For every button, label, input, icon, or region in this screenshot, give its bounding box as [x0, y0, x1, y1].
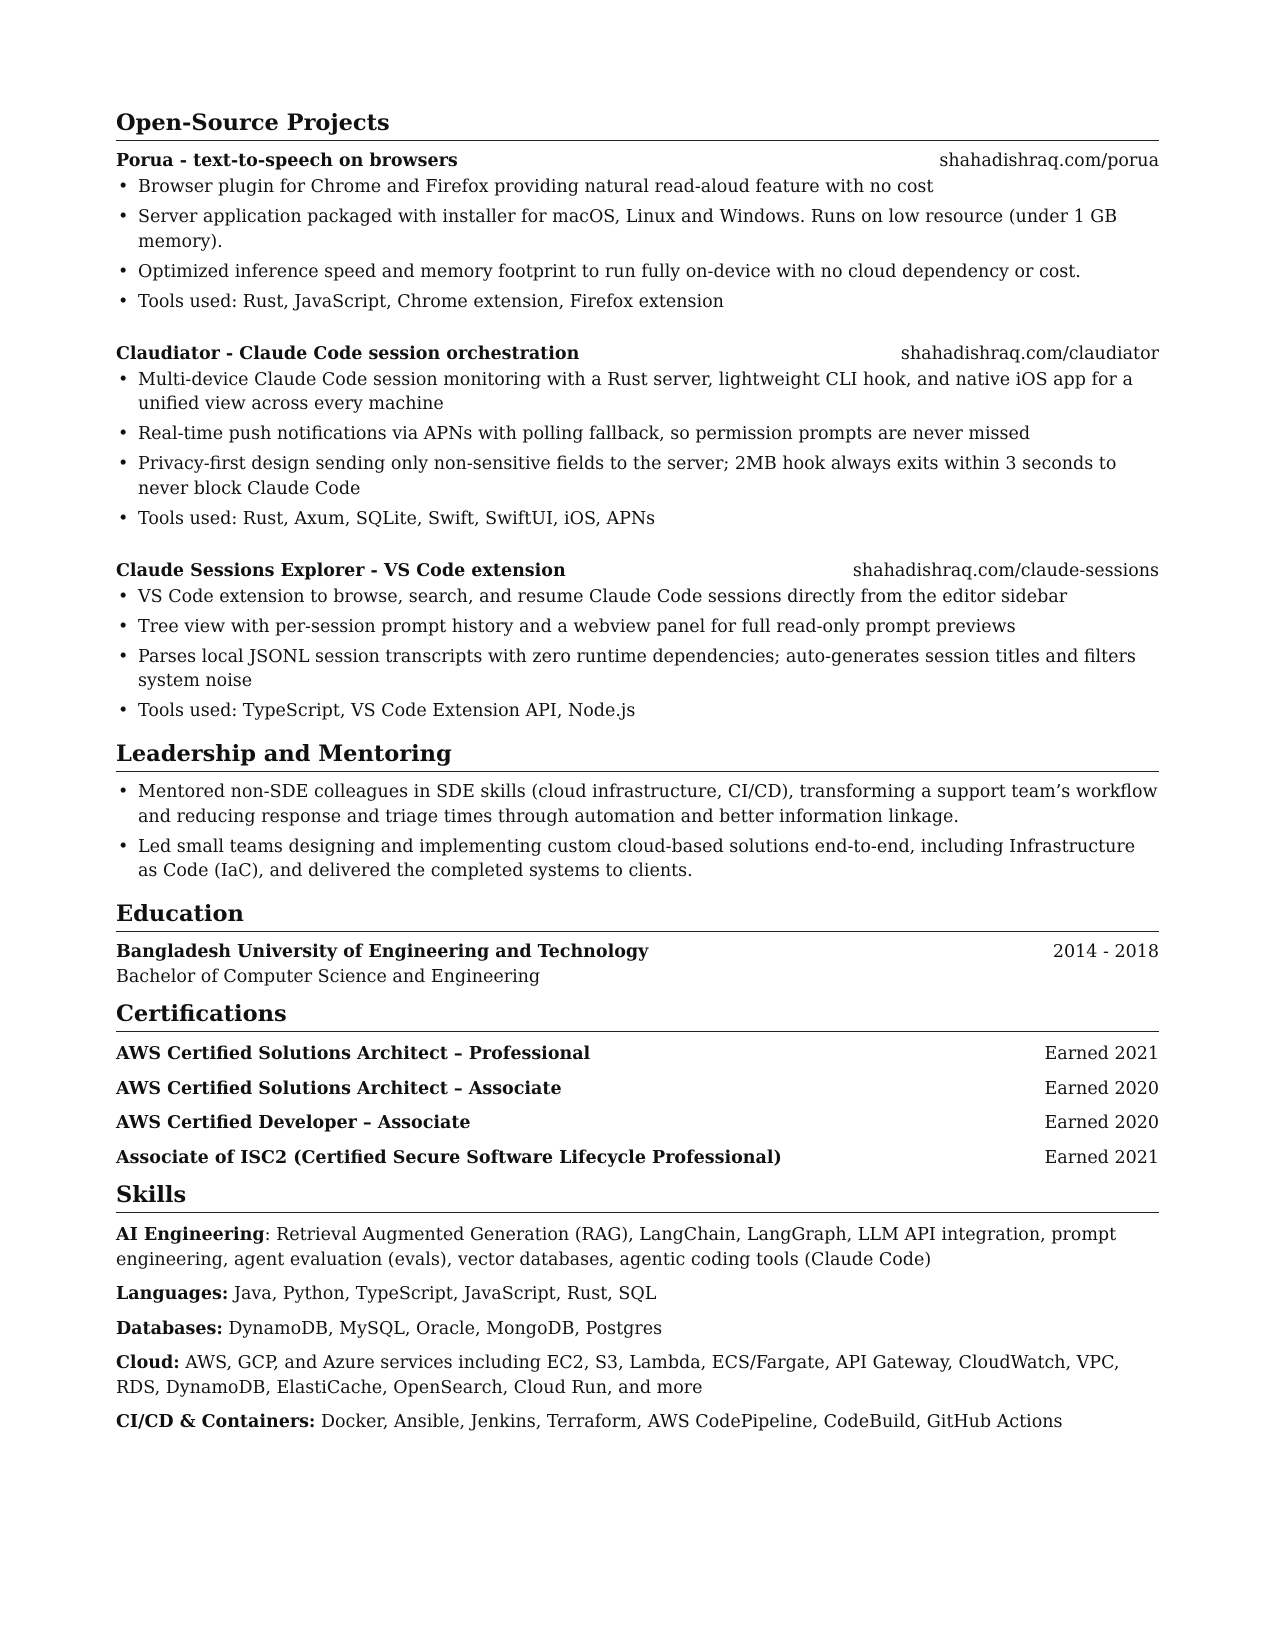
bullet-item: • Multi-device Claude Code session monitoring with a Rust server, lightweight CLI hook, and native iOS app for a unified view across every machine	[138, 368, 1159, 417]
bullet-item: • VS Code extension to browse, search, and resume Claude Code sessions directly from the editor sidebar	[138, 585, 1159, 610]
section-title-certifications: Certifications	[116, 999, 1159, 1032]
skill-label: Languages:	[116, 1284, 229, 1304]
skill-label: Cloud:	[116, 1353, 180, 1373]
bullet-item: • Parses local JSONL session transcripts with zero runtime dependencies; auto-generates session titles and filters system noise	[138, 645, 1159, 694]
resume-page	[116, 108, 1159, 1435]
project-bullets	[116, 175, 1159, 314]
project-link[interactable]: shahadishraq.com/porua	[939, 151, 1159, 171]
certification-date: Earned 2020	[1044, 1078, 1159, 1099]
skill-separator: :	[264, 1225, 277, 1245]
project-header	[116, 342, 1159, 366]
bullet-item: • Real-time push notifications via APNs with polling fallback, so permission prompts are never missed	[138, 422, 1159, 447]
project-header	[116, 559, 1159, 583]
skill-text: DynamoDB, MySQL, Oracle, MongoDB, Postgres	[228, 1318, 663, 1339]
bullet-item: • Tools used: TypeScript, VS Code Extension API, Node.js	[138, 699, 1159, 724]
project-bullets	[116, 585, 1159, 724]
project-name: Porua - text-to-speech on browsers	[116, 151, 458, 171]
skill-label: CI/CD & Containers:	[116, 1412, 316, 1432]
project-name: Claudiator - Claude Code session orchestration	[116, 343, 580, 364]
degree-name: Bachelor of Computer Science and Engineering	[116, 966, 541, 987]
bullet-item: • Optimized inference speed and memory footprint to run fully on-device with no cloud dependency or cost.	[138, 260, 1159, 285]
section-title-projects: Open-Source Projects	[116, 108, 1159, 141]
bullet-item: • Led small teams designing and implementing custom cloud-based solutions end-to-end, including Infrastructure as Code (IaC), and delivered the completed systems to clients.	[138, 835, 1159, 884]
bullet-item: • Tools used: Rust, Axum, SQLite, Swift, SwiftUI, iOS, APNs	[138, 507, 1159, 532]
skill-label: AI Engineering	[116, 1225, 265, 1245]
project-entry	[116, 342, 1159, 532]
bullet-item: • Tree view with per-session prompt history and a webview panel for full read-only prompt previews	[138, 615, 1159, 640]
skill-line	[116, 1223, 1159, 1272]
certification-date: Earned 2020	[1044, 1113, 1159, 1133]
skill-text: Retrieval Augmented Generation (RAG), LangChain, LangGraph, LLM API integration, prompt engineering, agent evaluation (evals), vector databases, agentic coding tools (Claude Code)	[116, 1225, 1117, 1270]
education-entry	[116, 940, 1159, 965]
skill-line	[116, 1317, 1159, 1342]
bullet-item: • Tools used: Rust, JavaScript, Chrome extension, Firefox extension	[138, 290, 1159, 315]
certification-name: AWS Certified Solutions Architect – Associate	[116, 1078, 562, 1099]
bullet-item: • Server application packaged with installer for macOS, Linux and Windows. Runs on low resource (under 1 GB memory).	[138, 205, 1159, 254]
section-title-skills: Skills	[116, 1180, 1159, 1213]
skill-text: AWS, GCP, and Azure services including EC2, S3, Lambda, ECS/Fargate, API Gateway, CloudWatch, VPC, RDS, DynamoDB, ElastiCache, OpenSearch, Cloud Run, and more	[116, 1353, 1120, 1398]
project-header	[116, 149, 1159, 173]
school-name: Bangladesh University of Engineering and Technology	[116, 942, 649, 962]
project-entry	[116, 149, 1159, 314]
education-degree-row	[116, 965, 1159, 990]
skill-line	[116, 1351, 1159, 1400]
skill-text: Docker, Ansible, Jenkins, Terraform, AWS CodePipeline, CodeBuild, GitHub Actions	[320, 1412, 1063, 1432]
certification-name: AWS Certified Solutions Architect – Professional	[116, 1044, 591, 1064]
project-name: Claude Sessions Explorer - VS Code extension	[116, 560, 566, 581]
section-title-leadership: Leadership and Mentoring	[116, 739, 1159, 772]
project-link[interactable]: shahadishraq.com/claude-sessions	[852, 560, 1159, 581]
certification-row	[116, 1077, 1159, 1102]
skill-line	[116, 1282, 1159, 1307]
bullet-item: • Mentored non-SDE colleagues in SDE skills (cloud infrastructure, CI/CD), transforming a support team’s workflow and reducing response and triage times through automation and better information linkage.	[138, 780, 1159, 829]
skill-label: Databases:	[116, 1318, 223, 1339]
certification-name: Associate of ISC2 (Certified Secure Software Lifecycle Professional)	[116, 1147, 782, 1168]
project-link[interactable]: shahadishraq.com/claudiator	[900, 343, 1159, 364]
leadership-bullets	[116, 780, 1159, 884]
skill-text: Java, Python, TypeScript, JavaScript, Rust, SQL	[233, 1284, 657, 1304]
certification-row	[116, 1042, 1159, 1067]
skill-line	[116, 1410, 1159, 1435]
project-entry	[116, 559, 1159, 724]
bullet-item: • Browser plugin for Chrome and Firefox providing natural read-aloud feature with no cost	[138, 175, 1159, 200]
project-bullets	[116, 368, 1159, 532]
certification-name: AWS Certified Developer – Associate	[116, 1113, 471, 1133]
certification-date: Earned 2021	[1044, 1147, 1159, 1168]
certification-row	[116, 1111, 1159, 1136]
section-title-education: Education	[116, 899, 1159, 932]
bullet-item: • Privacy-first design sending only non-sensitive fields to the server; 2MB hook always exits within 3 seconds to never block Claude Code	[138, 452, 1159, 501]
certification-row	[116, 1146, 1159, 1171]
certification-date: Earned 2021	[1044, 1044, 1159, 1064]
education-years: 2014 - 2018	[1052, 942, 1159, 962]
